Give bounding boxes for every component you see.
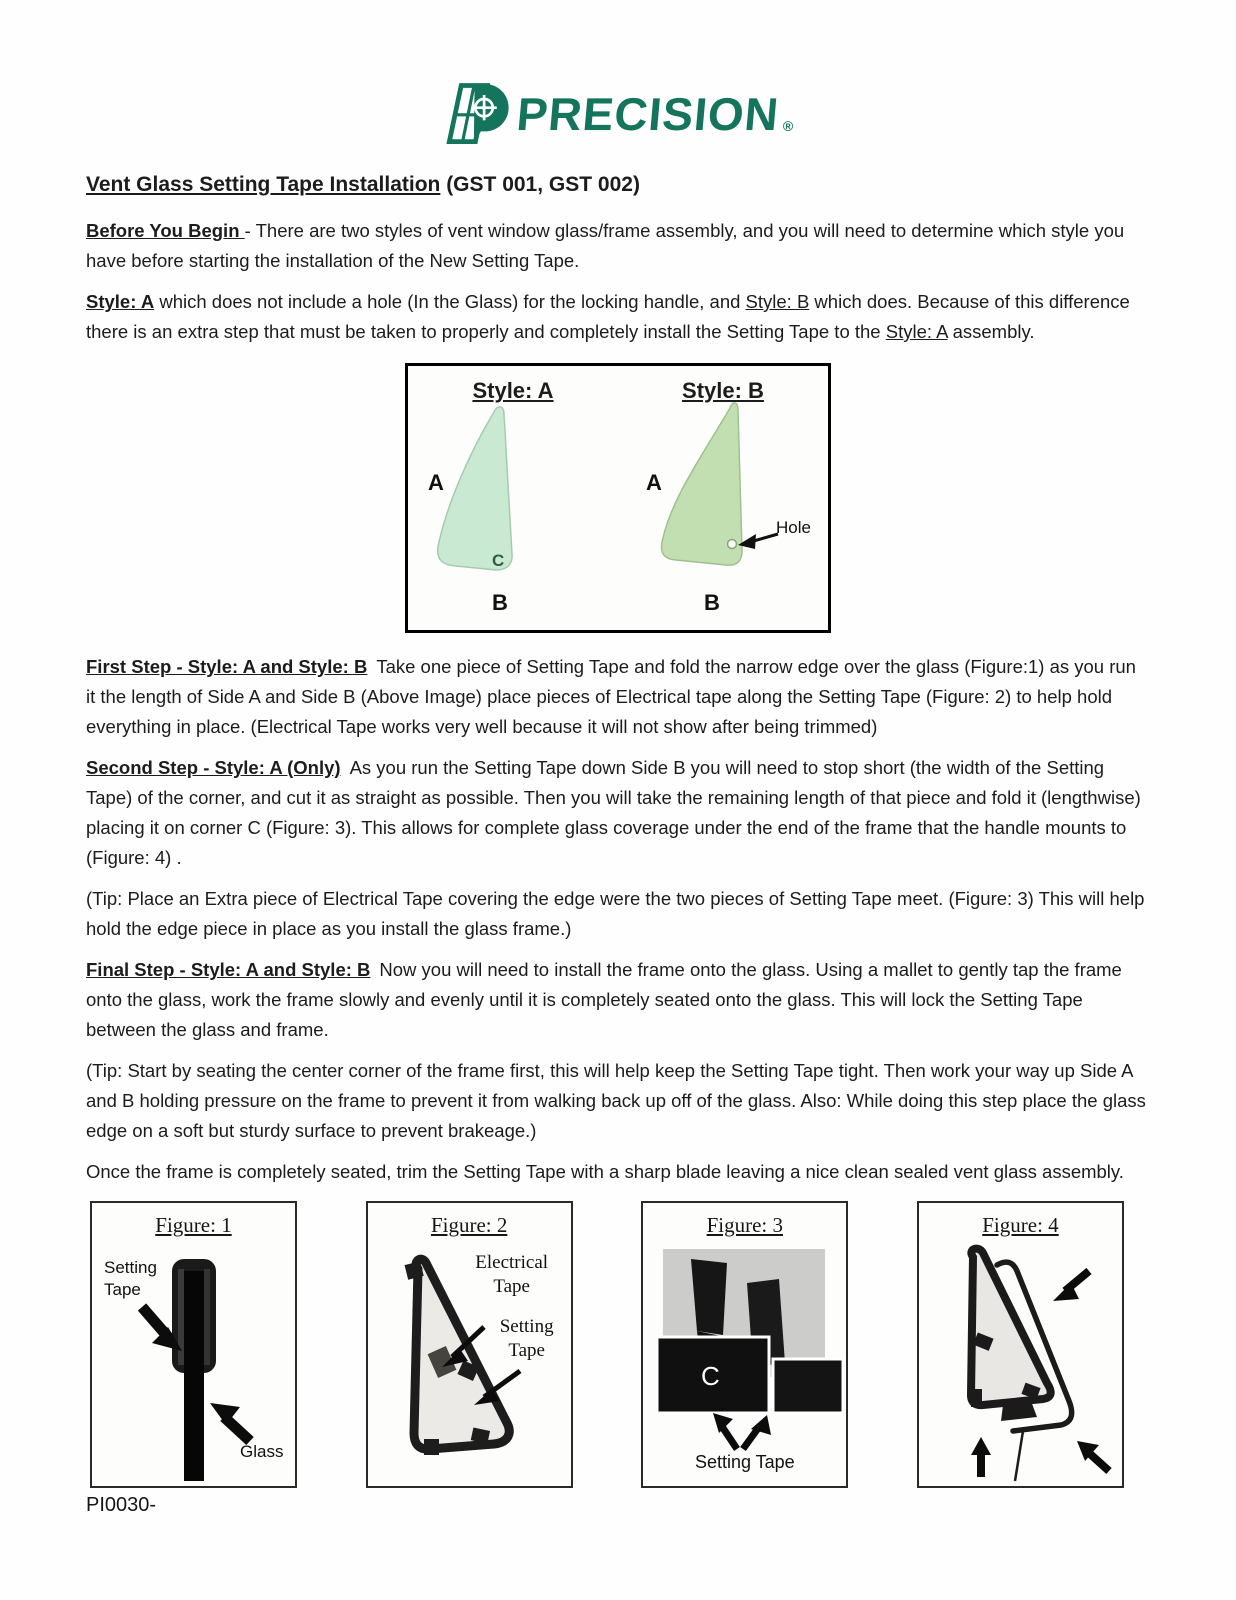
style-b-side-b-label: B	[704, 590, 720, 615]
style-a-side-a-label: A	[428, 470, 444, 495]
paragraph-second-step	[86, 753, 1150, 873]
styles-text-1: which does not include a hole (In the Glass) for the locking handle, and	[154, 291, 746, 312]
first-step-lead: First Step - Style: A and Style: B	[86, 656, 368, 677]
figure-2-box	[366, 1201, 573, 1488]
precision-logo-icon	[443, 73, 511, 155]
figure-4-box	[917, 1201, 1124, 1488]
final-step-lead: Final Step - Style: A and Style: B	[86, 959, 371, 980]
figure-3-heading: Figure: 3	[706, 1213, 784, 1237]
corner-c-label: C	[492, 551, 505, 570]
style-a-side-b-label: B	[492, 590, 508, 615]
style-b-panel	[618, 366, 828, 630]
style-a-inline: Style: A	[885, 321, 948, 342]
before-you-begin-text: - There are two styles of vent window glass/frame assembly, and you will need to determine which style you have before starting the installation of the New Setting Tape.	[86, 220, 1125, 271]
final-step-text: Now you will need to install the frame onto the glass. Using a mallet to gently tap the frame onto the glass, work the frame slowly and evenly until it is completely seated onto the glass. This will lock the Setting Tape between the glass and frame.	[86, 959, 1122, 1040]
style-a-lead: Style: A	[86, 291, 155, 312]
title-main: Vent Glass Setting Tape Installation	[86, 173, 441, 196]
paragraph-tip-2: (Tip: Start by seating the center corner of the frame first, this will help keep the Setting Tape tight. Then work your way up Side A and B holding pressure on the frame to prevent it from walking back up off of the glass. Also: While doing this step place the glass edge on a soft but sturdy surface to prevent brakeage.)	[86, 1060, 1146, 1141]
figure-1-glass-label: Glass	[240, 1442, 284, 1461]
figure-2-electrical-tape-label: Electrical Tape	[475, 1252, 549, 1297]
figure-4-heading: Figure: 4	[982, 1213, 1059, 1237]
hole-label: Hole	[776, 518, 811, 537]
second-step-lead: Second Step - Style: A (Only)	[86, 757, 341, 778]
figure-3-setting-tape-label: Setting Tape	[694, 1452, 795, 1472]
paragraph-closing: Once the frame is completely seated, trim the Setting Tape with a sharp blade leaving a nice clean sealed vent glass assembly.	[86, 1161, 1124, 1182]
styles-text-3: assembly.	[947, 321, 1035, 342]
second-step-text: As you run the Setting Tape down Side B you will need to stop short (the width of the Setting Tape) of the corner, and cut it as straight as possible. Then you will take the remaining length of that piece and fold it (lengthwise) placing it on corner C (Figure: 3). This allows for complete glass coverage under the end of the frame that the handle mounts to (Figure: 4) .	[86, 757, 1141, 868]
precision-logo	[0, 0, 1236, 156]
paragraph-final-step	[86, 955, 1150, 1045]
title-part-numbers: (GST 001, GST 002)	[440, 173, 640, 196]
figure-3-box	[641, 1201, 848, 1488]
registered-mark: ®	[782, 118, 794, 134]
figure-3-corner-c-label: C	[701, 1361, 721, 1391]
style-a-glass-image	[408, 366, 618, 630]
paragraph-tip-1: (Tip: Place an Extra piece of Electrical Tape covering the edge were the two pieces of Setting Tape meet. (Figure: 3) This will help hold the edge piece in place as you install the glass frame.)	[86, 888, 1145, 939]
paragraph-first-step	[86, 652, 1150, 742]
paragraph-before-you-begin	[86, 216, 1150, 276]
figure-3-image	[643, 1243, 846, 1486]
style-b-heading: Style: B	[682, 378, 764, 403]
style-comparison-diagram	[405, 363, 831, 633]
brand-wordmark: PRECISION	[514, 88, 782, 140]
style-b-glass-image	[618, 366, 828, 630]
figure-4-image	[919, 1243, 1122, 1486]
figure-2-heading: Figure: 2	[430, 1213, 508, 1237]
document-body	[0, 170, 1236, 1488]
style-b-inline: Style: B	[745, 291, 810, 312]
figure-1-heading: Figure: 1	[155, 1213, 232, 1237]
figure-1-setting-tape-label: Setting Tape	[104, 1258, 157, 1299]
figures-row	[90, 1201, 1124, 1488]
figure-2-setting-tape-label: Setting Tape	[499, 1316, 554, 1361]
paragraph-styles	[86, 287, 1150, 347]
first-step-text: Take one piece of Setting Tape and fold the narrow edge over the glass (Figure:1) as you run it the length of Side A and Side B (Above Image) place pieces of Electrical tape along the Setting Tape (Figure: 2) to help hold everything in place. (Electrical Tape works very well because it will not show after being trimmed)	[86, 656, 1136, 737]
styles-text-2: which does. Because of this difference there is an extra step that must be taken to properly and completely install the Setting Tape to the	[86, 291, 1130, 342]
before-you-begin-lead: Before You Begin	[86, 220, 245, 241]
style-b-side-a-label: A	[646, 470, 662, 495]
style-a-heading: Style: A	[472, 378, 554, 403]
style-a-panel	[408, 366, 618, 630]
page-title	[86, 170, 1150, 200]
document-number: PI0030-	[86, 1494, 157, 1516]
figure-1-box	[90, 1201, 297, 1488]
